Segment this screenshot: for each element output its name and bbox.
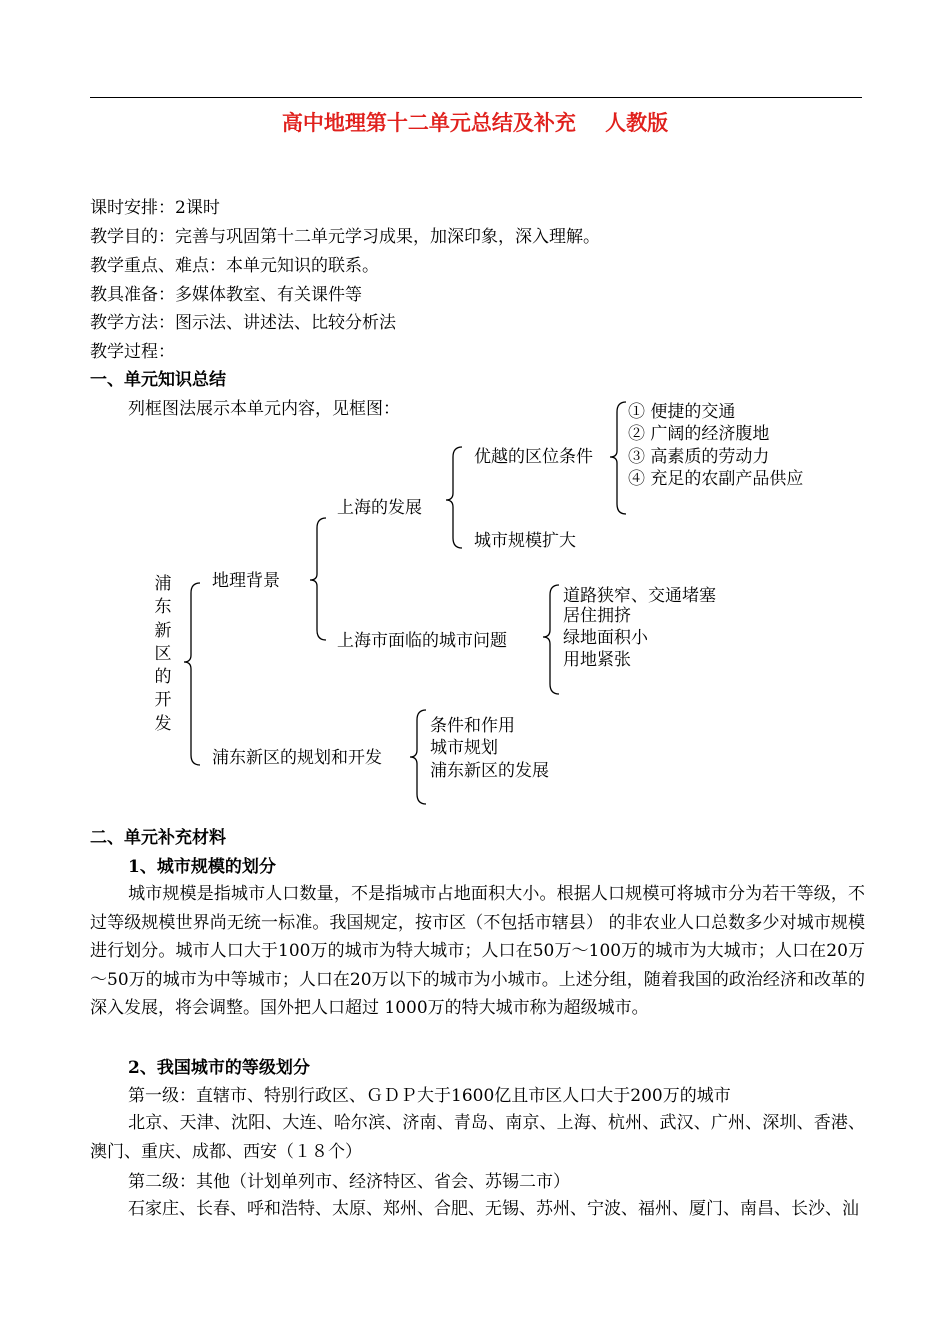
bracket-conditions	[610, 402, 626, 514]
bracket-problems	[543, 585, 559, 694]
level2-cities-paragraph	[90, 1195, 865, 1224]
problem-item: 用地紧张	[563, 650, 631, 670]
node-city-problems: 上海市面临的城市问题	[337, 631, 507, 651]
meta-line-tools: 教具准备：多媒体教室、有关课件等	[90, 285, 362, 305]
bracket-root	[184, 583, 200, 765]
section2-heading: 二、单元补充材料	[90, 828, 226, 848]
root-char: 东	[154, 597, 172, 618]
section1-intro: 列框图法展示本单元内容，见框图：	[128, 399, 400, 419]
meta-line-process: 教学过程：	[90, 342, 175, 362]
meta-line-focus: 教学重点、难点：本单元知识的联系。	[90, 256, 379, 276]
root-char: 新	[154, 620, 172, 641]
root-char: 开	[154, 690, 172, 711]
condition-item: ② 广阔的经济腹地	[628, 424, 770, 444]
bracket-geo-background	[310, 518, 326, 640]
meta-line-hours: 课时安排：2课时	[90, 198, 220, 218]
root-char: 发	[154, 713, 172, 734]
root-char: 区	[154, 643, 172, 664]
problem-item: 居住拥挤	[563, 606, 631, 626]
problem-item: 道路狭窄、交通堵塞	[563, 586, 716, 606]
city-scale-text: 城市规模是指城市人口数量，不是指城市占地面积大小。根据人口规模可将城市分为若干等级，不过等级规模世界尚无统一标准。我国规定，按市区（不包括市辖县） 的非农业人口总数多少对城市规模进行划分。城市人口大于100万的城市为特大城市；人口在50万～100万的城市为大城市；人口在20万～50万的城市为中等城市；人口在20万以下的城市为小城市。上述分组，随着我国的政治经济和改革的深入发展，将会调整。国外把人口超过 1000万的特大城市称为超级城市。	[90, 884, 865, 1018]
node-planning: 浦东新区的规划和开发	[212, 748, 382, 768]
level2-cities-text: 石家庄、长春、呼和浩特、太原、郑州、合肥、无锡、苏州、宁波、福州、厦门、南昌、长沙、汕	[128, 1199, 859, 1219]
node-city-expand: 城市规模扩大	[474, 531, 576, 551]
meta-line-methods: 教学方法：图示法、讲述法、比较分析法	[90, 313, 396, 333]
section1-heading: 一、单元知识总结	[90, 370, 226, 390]
node-location-conditions: 优越的区位条件	[474, 447, 593, 467]
diagram-root-vertical	[152, 573, 174, 736]
root-char: 浦	[154, 574, 172, 594]
meta-line-purpose: 教学目的：完善与巩固第十二单元学习成果，加深印象，深入理解。	[90, 227, 600, 247]
section2-sub1: 1、城市规模的划分	[128, 857, 276, 877]
node-geo-background: 地理背景	[212, 571, 280, 591]
level1-cities-paragraph	[90, 1109, 865, 1166]
page-title: 高中地理第十二单元总结及补充 人教版	[281, 110, 669, 135]
planning-item: 城市规划	[430, 738, 498, 758]
condition-item: ④ 充足的农副产品供应	[628, 469, 804, 489]
section2-sub2: 2、我国城市的等级划分	[128, 1058, 310, 1078]
root-char: 的	[154, 667, 172, 688]
level1-cities-text: 北京、天津、沈阳、大连、哈尔滨、济南、青岛、南京、上海、杭州、武汉、广州、深圳、香港、澳门、重庆、成都、西安（１８个）	[90, 1113, 865, 1162]
problem-item: 绿地面积小	[563, 628, 648, 648]
planning-item: 浦东新区的发展	[430, 761, 549, 781]
condition-item: ③ 高素质的劳动力	[628, 447, 770, 467]
bracket-planning	[410, 710, 426, 804]
bracket-shanghai-dev	[446, 447, 462, 548]
level2-line: 第二级：其他（计划单列市、经济特区、省会、苏锡二市）	[128, 1172, 570, 1192]
planning-item: 条件和作用	[430, 716, 515, 736]
level1-line: 第一级：直辖市、特别行政区、ＧＤＰ大于1600亿且市区人口大于200万的城市	[128, 1086, 731, 1106]
city-scale-paragraph	[90, 880, 865, 1023]
condition-item: ① 便捷的交通	[628, 402, 736, 422]
node-shanghai-dev: 上海的发展	[337, 498, 422, 518]
